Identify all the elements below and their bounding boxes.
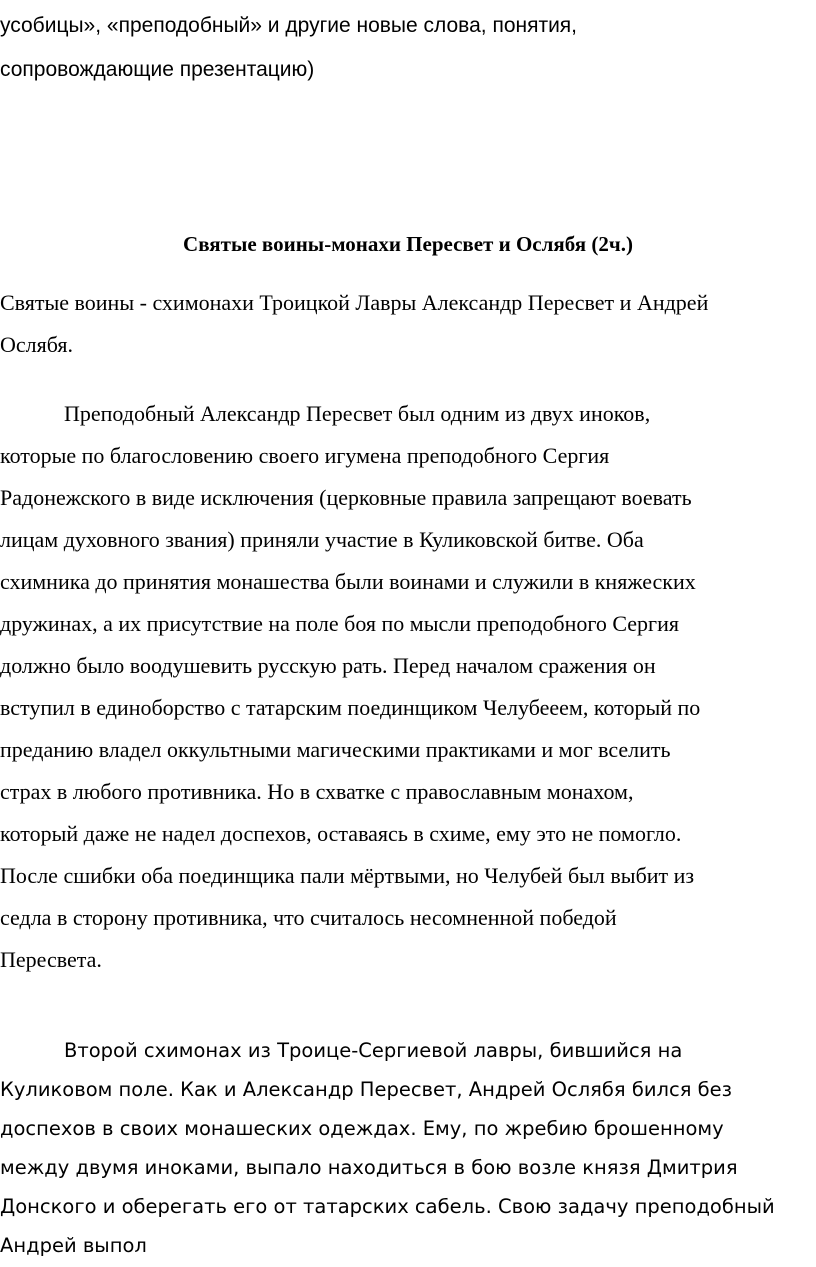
text-line: страх в любого противника. Но в схватке с православным монахом, <box>0 779 634 804</box>
text-line: Донского и оберегать его от татарских сабель. Свою задачу преподобный <box>0 1195 775 1218</box>
text-line: лицам духовного звания) приняли участие в Куликовской битве. Оба <box>0 527 644 552</box>
text-line: Куликовом поле. Как и Александр Пересвет, Андрей Ослябя бился без <box>0 1078 733 1101</box>
text-line: вступил в единоборство с татарским поединщиком Челубееем, который по <box>0 695 701 720</box>
text-line: Радонежского в виде исключения (церковные правила запрещают воевать <box>0 485 692 510</box>
text-line: который даже не надел доспехов, оставаясь в схиме, ему это не помогло. <box>0 821 682 846</box>
text-line: Второй схимонах из Троице-Сергиевой лавры, бившийся на <box>64 1039 683 1062</box>
text-line: Святые воины - схимонахи Троицкой Лавры Александр Пересвет и Андрей <box>0 290 709 315</box>
text-line: преданию владел оккультными магическими практиками и мог вселить <box>0 737 671 762</box>
text-line: между двумя иноками, выпало находиться в бою возле князя Дмитрия <box>0 1156 738 1179</box>
text-line: дружинах, а их присутствие на поле боя по мысли преподобного Сергия <box>0 611 679 636</box>
text-line: усобицы», «преподобный» и другие новые слова, понятия, <box>0 14 578 37</box>
intro-paragraph <box>0 4 816 92</box>
text-line: доспехов в своих монашеских одеждах. Ему, по жребию брошенному <box>0 1117 724 1140</box>
text-line: должно было воодушевить русскую рать. Перед началом сражения он <box>0 653 656 678</box>
paragraph-intro-saints <box>0 282 816 366</box>
section-heading: Святые воины-монахи Пересвет и Ослябя (2ч.) <box>183 232 633 256</box>
text-line: которые по благословению своего игумена преподобного Сергия <box>0 443 610 468</box>
paragraph-peresvet <box>0 393 816 981</box>
text-line: седла в сторону противника, что считалось несомненной победой <box>0 905 617 930</box>
text-line: сопровождающие презентацию) <box>0 58 315 81</box>
text-line: После сшибки оба поединщика пали мёртвыми, но Челубей был выбит из <box>0 863 695 888</box>
text-line: Ослябя. <box>0 332 74 357</box>
text-line: Андрей выпол <box>0 1234 147 1257</box>
text-line: Преподобный Александр Пересвет был одним из двух иноков, <box>64 401 651 426</box>
text-line: схимника до принятия монашества были воинами и служили в княжеских <box>0 569 696 594</box>
text-line: Пересвета. <box>0 947 102 972</box>
paragraph-oslyabya <box>0 1031 816 1265</box>
